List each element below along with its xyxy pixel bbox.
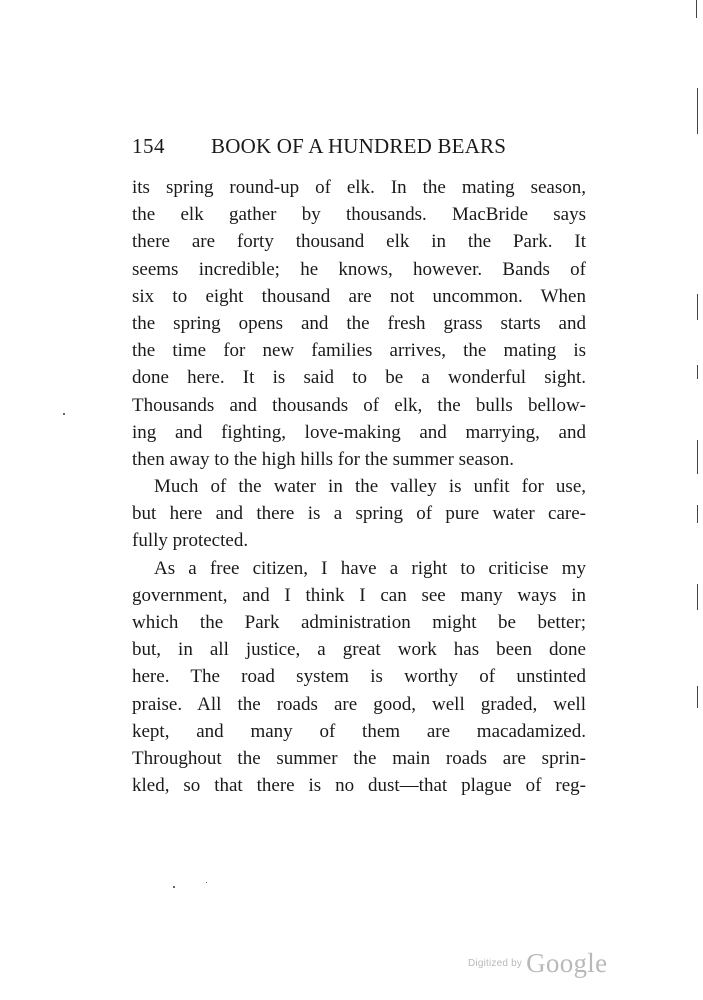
text-line: done here. It is said to be a wonderful sight. (132, 367, 586, 389)
text-line: which the Park administration might be better; (132, 612, 586, 633)
text-line: ing and fighting, love-making and marrying, and (132, 421, 586, 443)
scan-speck (63, 413, 65, 415)
text-line: here. The road system is worthy of unstinted (132, 666, 586, 688)
scan-margin-mark (697, 505, 698, 523)
watermark-prefix: Digitized by (468, 958, 523, 969)
scan-margin-mark (697, 686, 698, 708)
text-line: the time for new families arrives, the mating is (132, 340, 586, 362)
text-line: the spring opens and the fresh grass starts and (132, 312, 586, 334)
text-line: seems incredible; he knows, however. Bands of (132, 258, 586, 280)
watermark-brand: Google (526, 948, 608, 978)
text-line: As a free citizen, I have a right to criticise my (154, 557, 586, 579)
text-line: government, and I think I can see many ways in (132, 584, 586, 606)
scan-speck (173, 886, 175, 888)
body-text (132, 174, 586, 799)
digitized-watermark (468, 948, 607, 988)
running-head (132, 131, 582, 161)
scan-margin-mark (697, 365, 698, 379)
text-line: there are forty thousand elk in the Park. It (132, 231, 586, 253)
text-line: its spring round-up of elk. In the mating season, (132, 177, 586, 198)
text-line: Thousands and thousands of elk, the bulls bellow- (132, 394, 586, 416)
text-line: kept, and many of them are macadamized. (132, 720, 586, 742)
scan-margin-mark (696, 0, 697, 18)
text-line: then away to the high hills for the summer season. (132, 448, 515, 470)
scan-speck (206, 882, 207, 883)
text-line: fully protected. (132, 530, 249, 552)
running-title: BOOK OF A HUNDRED BEARS (211, 134, 507, 158)
text-line: six to eight thousand are not uncommon. When (132, 285, 586, 307)
scan-margin-mark (697, 294, 698, 320)
text-line: praise. All the roads are good, well graded, well (132, 693, 586, 715)
scan-margin-mark (697, 88, 698, 134)
scan-margin-mark (697, 440, 698, 474)
scan-margin-mark (697, 584, 698, 610)
text-line: kled, so that there is no dust—that plague of reg- (132, 775, 586, 797)
page-number: 154 (132, 134, 165, 158)
text-line: Much of the water in the valley is unfit for use, (154, 476, 586, 498)
text-line: but, in all justice, a great work has been done (132, 639, 586, 661)
text-line: but here and there is a spring of pure water care- (132, 503, 586, 525)
text-line: Throughout the summer the main roads are sprin- (132, 747, 586, 769)
text-line: the elk gather by thousands. MacBride says (132, 204, 586, 226)
